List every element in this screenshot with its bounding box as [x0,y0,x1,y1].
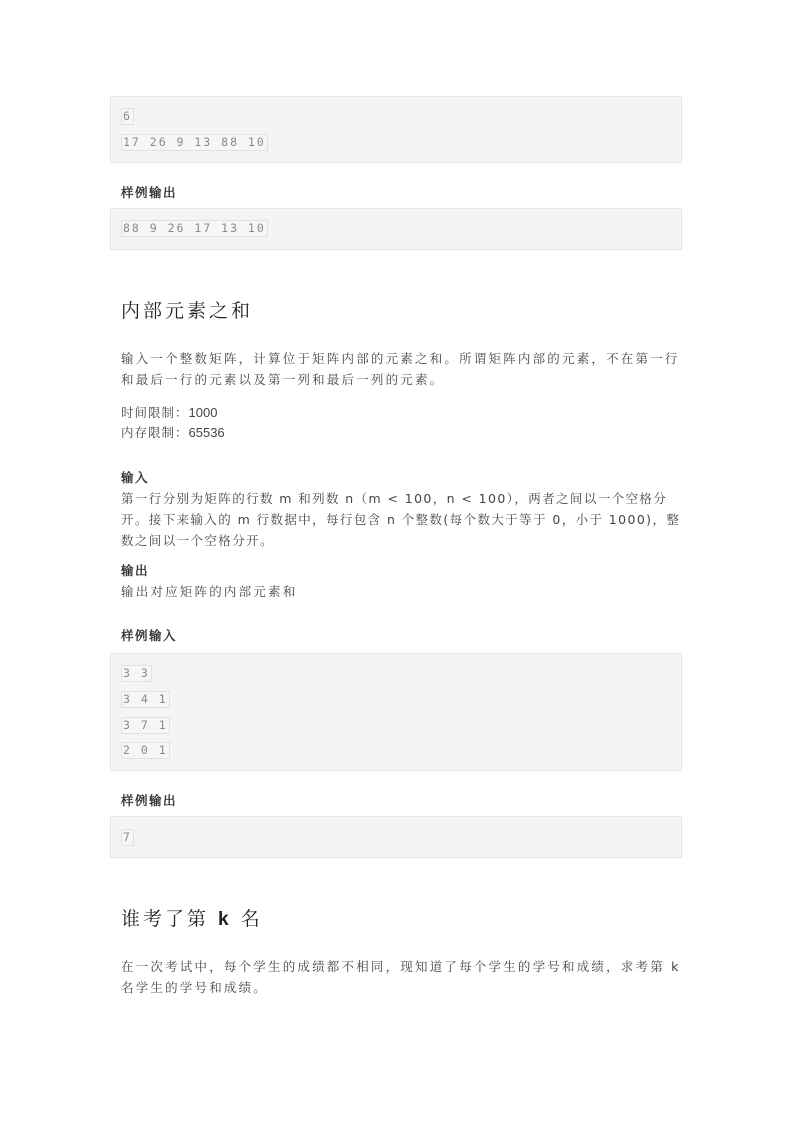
memory-limit-value: 65536 [188,425,225,440]
code-line: 3 7 1 [123,718,168,732]
sample-input-label: 样例输入 [121,628,178,643]
sample-output-box [110,816,682,858]
code-line: 3 4 1 [123,692,168,706]
sample-input-box [110,653,682,771]
memory-limit-label: 内存限制： [121,425,189,440]
title-k: k [218,909,232,930]
prev-sample-output-label: 样例输出 [121,185,178,200]
sample-output-label: 样例输出 [121,793,178,808]
code-line: 6 [123,109,132,123]
code-line: 7 [123,830,132,844]
output-description: 输出对应矩阵的内部元素和 [121,584,298,599]
output-label: 输出 [121,563,150,578]
memory-limit [121,423,225,443]
prev-sample-input-box [110,96,682,163]
input-description: 第一行分别为矩阵的行数 m 和列数 n（m < 100，n < 100），两者之间以一个空格分开。接下来输入的 m 行数据中，每行包含 n 个整数(每个数大于等于 0，小于 1000)，整数之间以一个空格分开。 [121,491,681,548]
prev-sample-output-box [110,208,682,250]
title-prefix: 谁考了第 [121,908,219,930]
code-line: 3 3 [123,666,150,680]
time-limit-value: 1000 [188,405,218,420]
code-line: 88 9 26 17 13 10 [123,221,266,235]
code-line: 2 0 1 [123,743,168,757]
problem-title-kth [121,907,263,932]
problem-kth-description: 在一次考试中，每个学生的成绩都不相同，现知道了每个学生的学号和成绩，求考第 k 名学生的学号和成绩。 [121,959,681,995]
time-limit-label: 时间限制： [121,405,189,420]
title-suffix: 名 [231,908,263,930]
problem-description: 输入一个整数矩阵，计算位于矩阵内部的元素之和。所谓矩阵内部的元素，不在第一行和最后一行的元素以及第一列和最后一列的元素。 [121,351,680,387]
time-limit [121,403,217,423]
code-line: 17 26 9 13 88 10 [123,135,266,149]
input-label: 输入 [121,470,150,485]
problem-title: 内部元素之和 [121,300,254,322]
